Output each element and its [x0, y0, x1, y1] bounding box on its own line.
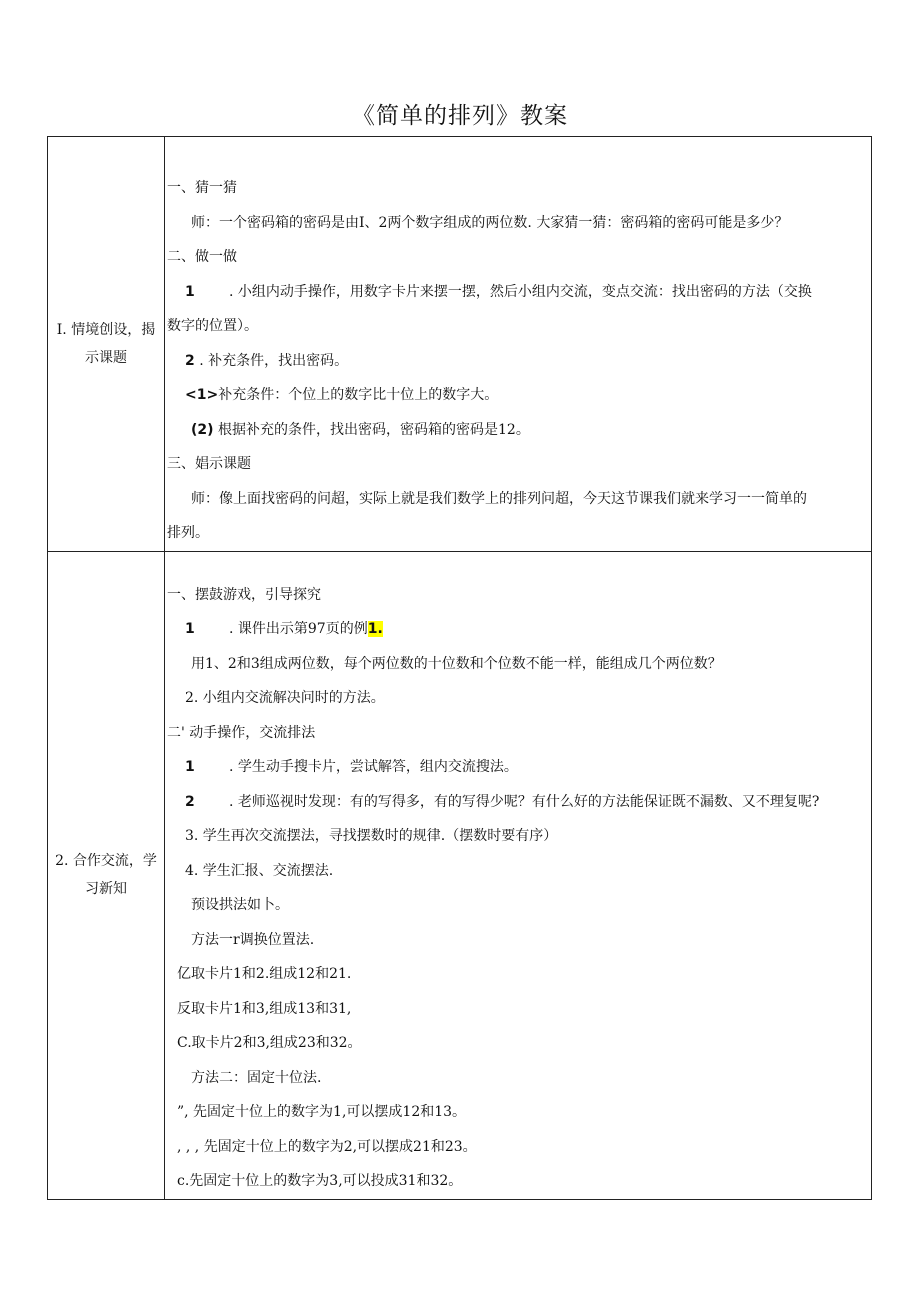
content-line: 4. 学生汇报、交流摆法. — [185, 862, 334, 879]
step-number: (2) — [191, 421, 214, 438]
section-row — [48, 137, 872, 552]
section-content-cell — [165, 137, 872, 552]
content-line — [165, 413, 871, 448]
step-text: 根据补充的条件，找出密码，密码箱的密码是12。 — [218, 421, 530, 438]
section-label-cell — [48, 137, 165, 552]
step-text: 补充条件：个位上的数字比十位上的数字大。 — [218, 387, 499, 403]
content-line — [165, 612, 871, 647]
content-line — [165, 785, 871, 820]
content-line: 师：一个密码箱的密码是由I、2两个数字组成的两位数. 大家猜一猜：密码箱的密码可能是多少？ — [191, 214, 789, 231]
content-line: 排列。 — [167, 525, 209, 541]
section-label: I. 情境创设，揭示课题 — [56, 321, 156, 366]
lesson-plan-table — [47, 136, 872, 1200]
content-line: 2. 小组内交流解决问时的方法。 — [185, 690, 385, 706]
content-line: 方法二：固定十位法. — [191, 1069, 322, 1086]
step-number: 2 — [185, 793, 195, 810]
content-line: c.先固定十位上的数字为3,可以投成31和32。 — [177, 1173, 463, 1189]
step-text: . 学生动手搜卡片，尝试解答，组内交流搜法。 — [229, 759, 518, 775]
content-line: 一、摆鼓游戏，引导探究 — [167, 586, 321, 603]
step-text: . 小组内动手操作，用数字卡片来摆一摆，然后小组内交流，变点交流：找出密码的方法（交换 — [229, 283, 812, 300]
content-line: 亿取卡片1和2.组成12和21. — [177, 966, 352, 982]
step-number: <1> — [185, 387, 219, 403]
content-line: 二、做一做 — [167, 249, 237, 265]
content-line: 3. 学生再次交流摆法，寻找摆数时的规律.（摆数时要有序） — [185, 828, 558, 844]
content-line: 一、猜一猜 — [167, 180, 237, 196]
section-row — [48, 551, 872, 1199]
section-label-cell — [48, 551, 165, 1199]
content-line: 数字的位置）。 — [167, 318, 258, 334]
content-line: 三、娼示课题 — [167, 456, 251, 472]
step-text: . 课件出示第97页的例 — [229, 621, 368, 637]
content-line: 预设拱法如卜。 — [191, 897, 289, 913]
content-line — [165, 275, 871, 310]
step-number: 2 — [185, 352, 195, 369]
section-label: 2. 合作交流，学习新知 — [55, 853, 157, 897]
step-number: 1 — [185, 283, 195, 300]
step-number: 1 — [185, 759, 195, 775]
step-text: . 补充条件，找出密码。 — [199, 352, 349, 369]
content-line: C.取卡片2和3,组成23和32。 — [177, 1035, 362, 1051]
content-line: 反取卡片1和3,组成13和31, — [177, 1000, 352, 1017]
content-line: , , , 先固定十位上的数字为2,可以摆成21和23。 — [177, 1138, 477, 1155]
step-text: . 老师巡视时发现：有的写得多，有的写得少呢？有什么好的方法能保证既不漏数、又不理复呢? — [229, 793, 820, 810]
content-line: 用1、2和3组成两位数，每个两位数的十位数和个位数不能一样，能组成几个两位数？ — [191, 655, 722, 672]
content-line: 方法一r调换位置法. — [191, 931, 315, 948]
content-line: 二' 动手操作，交流排法 — [167, 724, 316, 741]
document-title: 《简单的排列》教案 — [352, 103, 568, 129]
content-line: 师：像上面找密码的问超，实际上就是我们数学上的排列问超，今天这节课我们就来学习一一简单的 — [191, 490, 807, 507]
content-line — [165, 378, 871, 413]
example-number: 1. — [367, 621, 383, 637]
content-line: ”, 先固定十位上的数字为1,可以摆成12和13。 — [177, 1104, 467, 1120]
content-line — [165, 750, 871, 785]
content-line — [165, 344, 871, 379]
step-number: 1 — [185, 621, 195, 637]
section-content-cell — [165, 551, 872, 1199]
